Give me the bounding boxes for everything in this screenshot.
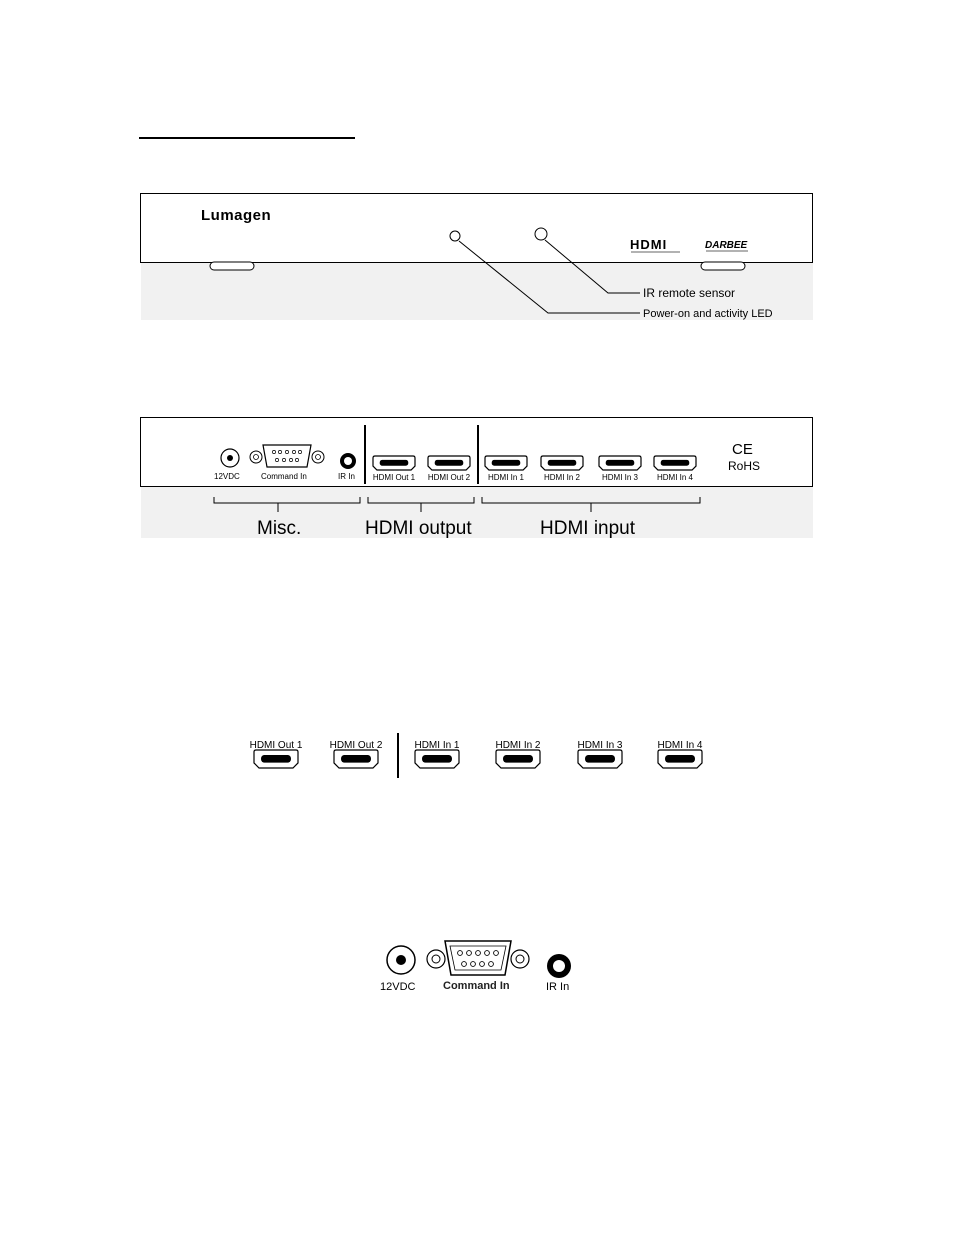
closeup-power-label: 12VDC — [380, 981, 416, 993]
rear-hdmi-input-2-label: HDMI In 2 — [543, 473, 581, 482]
front-panel-chassis — [141, 194, 813, 263]
misc-closeup-diagram — [0, 930, 954, 1000]
closeup-hdmi-ports — [250, 740, 703, 768]
hdmi-logo: HDMI — [630, 237, 668, 252]
rear-panel-base — [141, 486, 813, 538]
rear-hdmi-input-4-label: HDMI In 4 — [656, 473, 694, 482]
power-led-indicator — [450, 231, 460, 241]
power-jack-label: 12VDC — [214, 472, 240, 481]
serial-port-label: Command In — [261, 472, 307, 481]
closeup-hdmi-port-4-label: HDMI In 2 — [495, 740, 541, 751]
front-right-foot — [701, 262, 745, 270]
rear-hdmi-output-2-label: HDMI Out 2 — [427, 473, 471, 482]
closeup-ir-jack — [547, 954, 571, 978]
rear-hdmi-output-1 — [373, 456, 416, 482]
rear-hdmi-input-1 — [485, 456, 527, 482]
closeup-hdmi-port-5-label: HDMI In 3 — [577, 740, 623, 751]
closeup-hdmi-port-3-label: HDMI In 1 — [414, 740, 460, 751]
hdmi-closeup-diagram — [0, 725, 954, 790]
closeup-hdmi-port-4 — [495, 740, 540, 768]
ce-mark: CE — [732, 441, 753, 458]
closeup-power-jack — [387, 946, 415, 974]
closeup-hdmi-port-1 — [250, 740, 303, 768]
rear-hdmi-input-2 — [541, 456, 583, 482]
ir-input-jack — [340, 453, 356, 469]
power-led-label: Power-on and activity LED — [643, 308, 773, 320]
closeup-hdmi-port-2-label: HDMI Out 2 — [329, 740, 383, 751]
brand-logo: Lumagen — [201, 207, 272, 224]
front-panel-diagram — [0, 0, 954, 340]
front-left-foot — [210, 262, 254, 270]
ir-sensor-indicator — [535, 228, 547, 240]
closeup-hdmi-port-6 — [657, 740, 702, 768]
closeup-serial-label: Command In — [443, 980, 510, 992]
misc-group-label: Misc. — [257, 518, 302, 539]
darbee-logo: DARBEE — [705, 240, 748, 251]
ir-sensor-label: IR remote sensor — [643, 286, 736, 300]
power-jack-12vdc — [221, 449, 239, 467]
rear-hdmi-input-1-label: HDMI In 1 — [487, 473, 525, 482]
closeup-hdmi-port-6-label: HDMI In 4 — [657, 740, 703, 751]
closeup-ir-label: IR In — [546, 981, 570, 993]
rear-hdmi-output-1-label: HDMI Out 1 — [372, 473, 416, 482]
rear-hdmi-output-2 — [428, 456, 471, 482]
closeup-hdmi-port-1-label: HDMI Out 1 — [249, 740, 303, 751]
rear-panel-diagram — [0, 400, 954, 545]
closeup-serial-port — [427, 941, 529, 975]
hdmi-input-group-label: HDMI input — [540, 518, 636, 539]
rear-hdmi-input-3 — [599, 456, 641, 482]
rohs-mark: RoHS — [728, 459, 761, 473]
closeup-hdmi-port-5 — [577, 740, 622, 768]
rear-hdmi-input-4 — [654, 456, 696, 482]
closeup-hdmi-port-3 — [414, 740, 459, 768]
hdmi-output-group-label: HDMI output — [365, 518, 472, 539]
closeup-hdmi-port-2 — [330, 740, 383, 768]
ir-jack-label: IR In — [338, 472, 355, 481]
rear-panel-chassis — [141, 418, 813, 487]
rear-hdmi-input-3-label: HDMI In 3 — [601, 473, 639, 482]
